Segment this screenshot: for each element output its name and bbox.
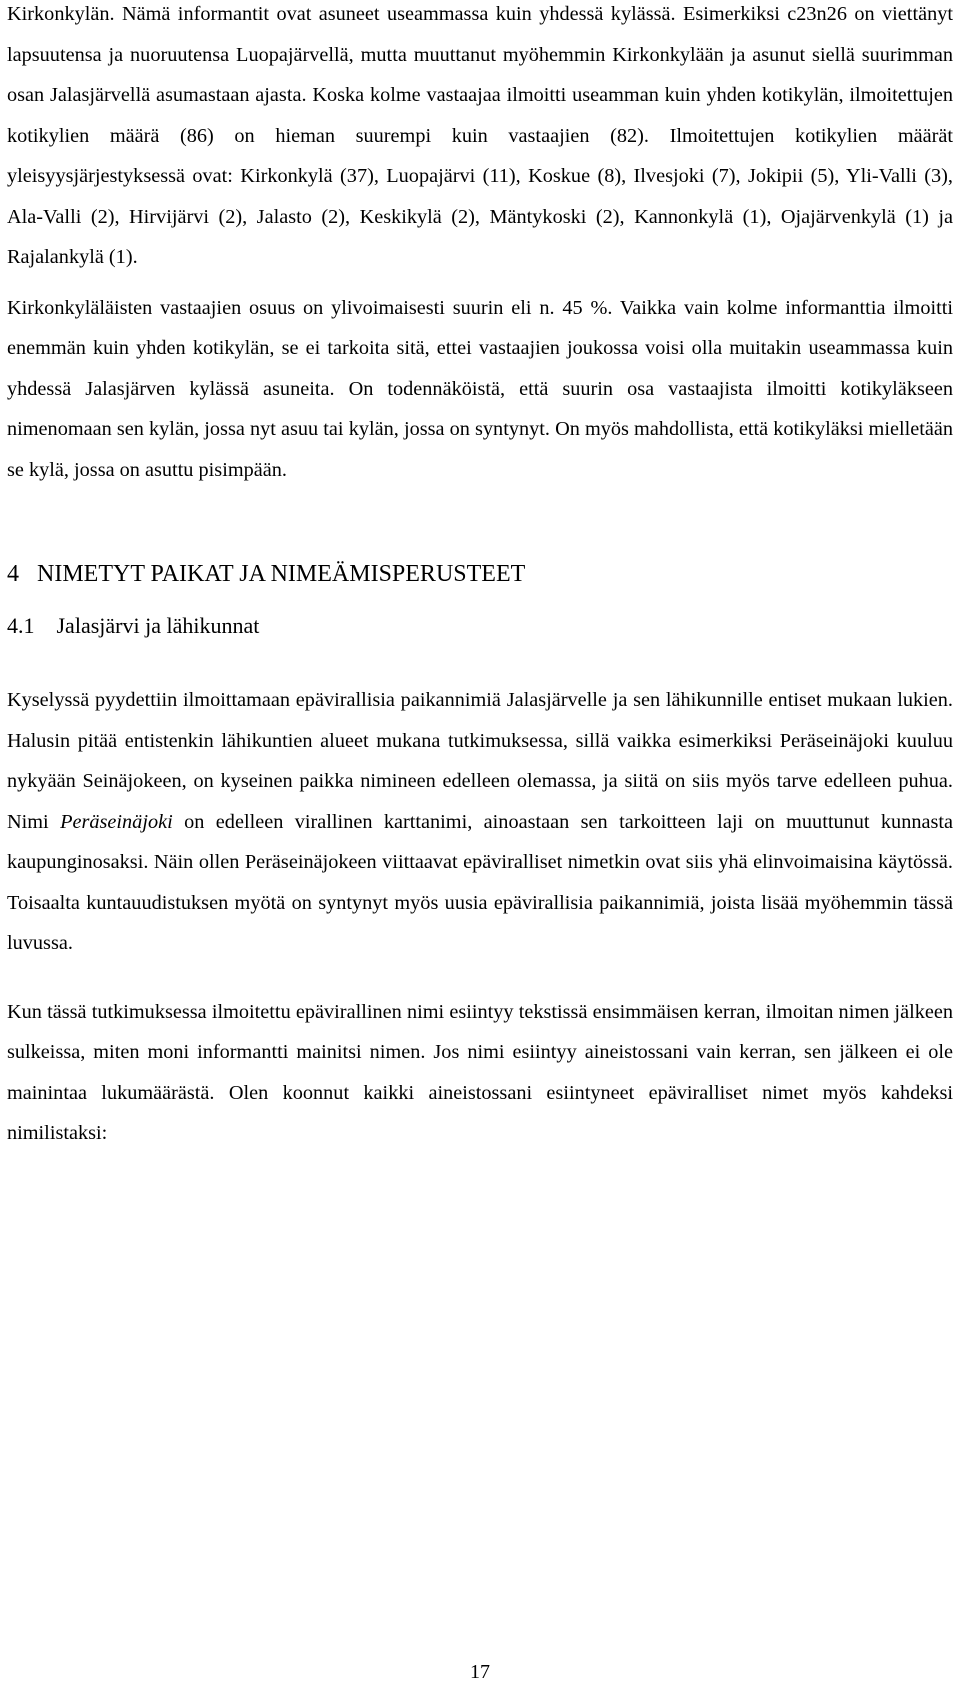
chapter-title: NIMETYT PAIKAT JA NIMEÄMISPERUSTEET	[37, 561, 526, 587]
document-page	[7, 0, 953, 1154]
paragraph-3-text-b: on edelleen virallinen karttanimi, ainoastaan sen tarkoitteen laji on muuttunut kunnasta kaupunginosaksi. Näin ollen Peräseinäjokeen viittaavat epäviralliset nimetkin ovat siis yhä elinvoimaisina käytössä. Toisaalta kuntauudistuksen myötä on syntynyt myös uusia epävirallisia paikannimiä, joista lisää myöhemmin tässä luvussa.	[7, 810, 954, 954]
paragraph-3-text-a: Kyselyssä pyydettiin ilmoittamaan epävirallisia paikannimiä Jalasjärvelle ja sen lähikunnille entiset mukaan lukien. Halusin pitää entistenkin lähikuntien alueet mukana tutkimuksessa, sillä vaikka esimerkiksi Peräseinäjoki kuuluu nykyään Seinäjokeen, on kyseinen paikka nimineen edelleen olemassa, ja siitä on siis myös tarve edelleen puhua. Nimi	[7, 689, 953, 833]
place-name-italic: Peräseinäjoki	[60, 810, 173, 833]
section-number: 4.1	[7, 613, 35, 638]
body-paragraph-1: Kirkonkylän. Nämä informantit ovat asuneet useammassa kuin yhdessä kylässä. Esimerkiksi c23n26 on viettänyt lapsuutensa ja nuoruutensa Luopajärvellä, mutta muuttanut myöhemmin Kirkonkylään ja asunut siellä suurimman osan Jalasjärvellä asumastaan ajasta. Koska kolme vastaajaa ilmoitti useamman kuin yhden kotikylän, ilmoitettujen kotikylien määrä (86) on hieman suurempi kuin vastaajien (82). Ilmoitettujen kotikylien määrät yleisyysjärjestyksessä ovat: Kirkonkylä (37), Luopajärvi (11), Koskue (8), Ilvesjoki (7), Jokipii (5), Yli-Valli (3), Ala-Valli (2), Hirvijärvi (2), Jalasto (2), Keskikylä (2), Mäntykoski (2), Kannonkylä (1), Ojajärvenkylä (1) ja Rajalankylä (1).	[7, 3, 953, 268]
page-number: 17	[470, 1661, 490, 1683]
body-paragraph-2: Kirkonkyläläisten vastaajien osuus on ylivoimaisesti suurin eli n. 45 %. Vaikka vain kolme informanttia ilmoitti enemmän kuin yhden kotikylän, se ei tarkoita sitä, ettei vastaajien joukossa voisi olla muitakin useammassa kuin yhdessä Jalasjärven kylässä asuneita. On todennäköistä, että suurin osa vastaajista ilmoitti kotikyläkseen nimenomaan sen kylän, jossa nyt asuu tai kylän, jossa on syntynyt. On myös mahdollista, että kotikyläksi mielletään se kylä, jossa on asuttu pisimpään.	[7, 296, 953, 481]
section-title: Jalasjärvi ja lähikunnat	[56, 613, 260, 638]
chapter-heading	[7, 554, 953, 594]
body-paragraph-3	[7, 680, 953, 964]
section-heading	[7, 606, 953, 646]
body-paragraph-4: Kun tässä tutkimuksessa ilmoitettu epävirallinen nimi esiintyy tekstissä ensimmäisen kerran, ilmoitan nimen jälkeen sulkeissa, miten moni informantti mainitsi nimen. Jos nimi esiintyy aineistossani vain kerran, sen jälkeen ei ole mainintaa lukumäärästä. Olen koonnut kaikki aineistossani esiintyneet epäviralliset nimet myös kahdeksi nimilistaksi:	[7, 1000, 953, 1144]
chapter-number: 4	[7, 561, 19, 587]
